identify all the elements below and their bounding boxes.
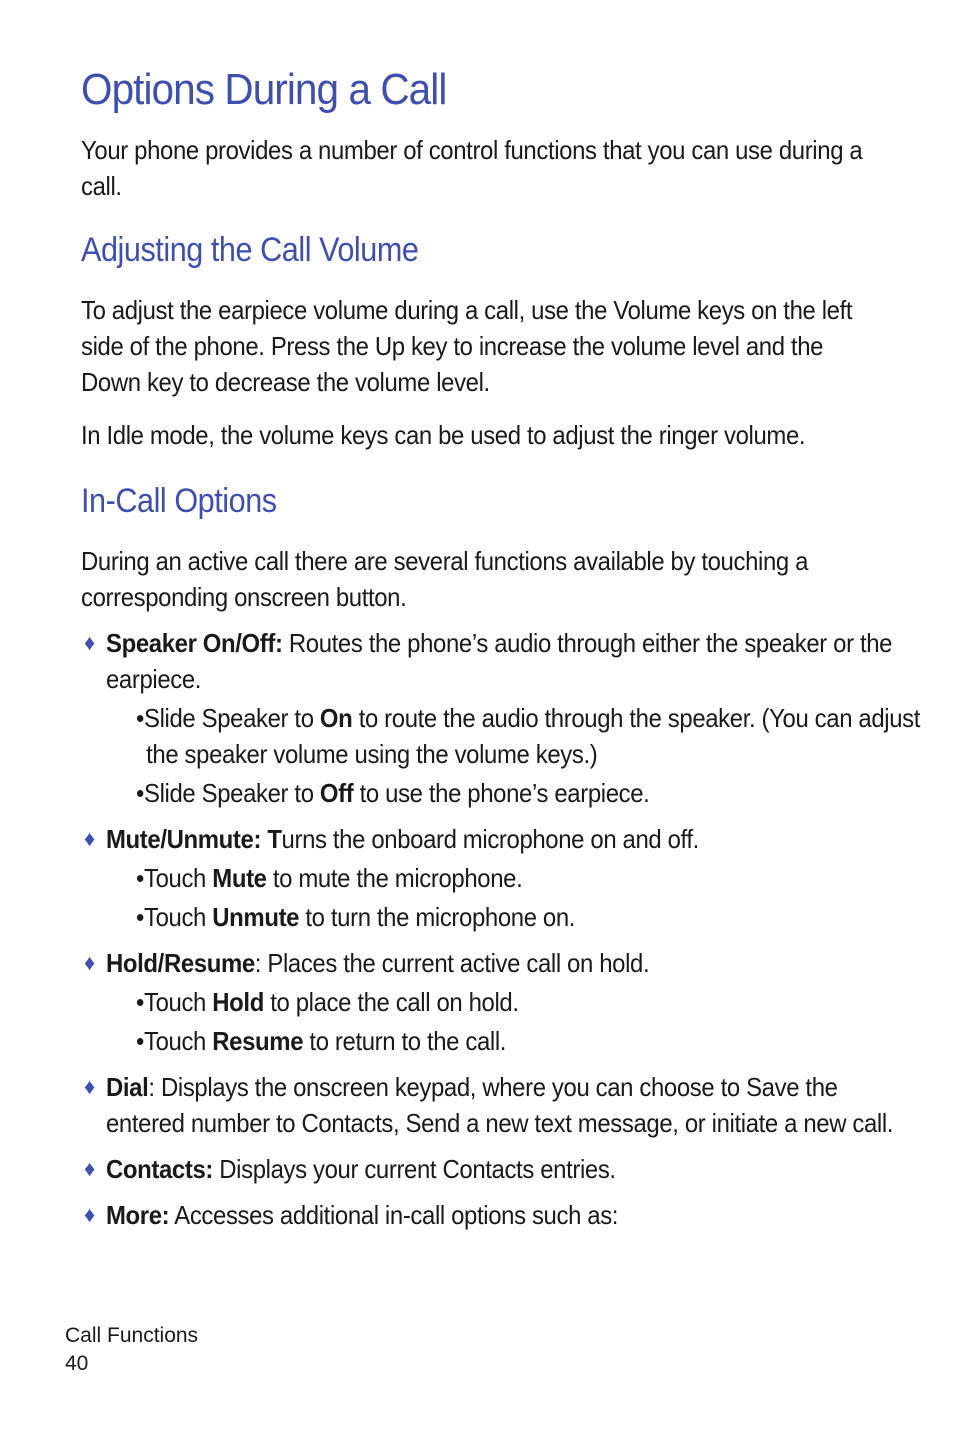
sub-resume <box>81 1023 954 1059</box>
mute-label: Mute/Unmute: T <box>106 824 282 854</box>
footer-section-name: Call Functions <box>65 1324 199 1347</box>
sub-speaker-on <box>81 700 954 772</box>
sub-text-pre: •Slide Speaker to <box>136 703 320 733</box>
sub-mute <box>81 860 954 896</box>
in-call-intro-paragraph: During an active call there are several functions available by touching a corresponding onscreen button. <box>81 546 809 612</box>
contacts-description: Displays your current Contacts entries. <box>212 1154 616 1184</box>
speaker-text <box>106 625 911 697</box>
speaker-description: Routes the phone’s audio through either the speaker or the earpiece. <box>106 628 893 694</box>
sub-text-pre: •Touch <box>136 902 213 932</box>
call-volume-paragraph: To adjust the earpiece volume during a call, use the Volume keys on the left side of the phone. Press the Up key to increase the volume level and the Down key to decrease the volume level. <box>81 295 853 397</box>
sub-text-bold: Off <box>319 778 354 808</box>
sub-text-post: to use the phone’s earpiece. <box>353 778 650 808</box>
sub-text-pre: •Slide Speaker to <box>136 778 320 808</box>
bullet-more <box>81 1197 954 1233</box>
diamond-bullet-icon: ♦ <box>84 1074 96 1099</box>
dial-label: Dial <box>106 1072 149 1102</box>
sub-speaker-off <box>81 775 954 811</box>
more-description: Accesses additional in-call options such as: <box>169 1200 619 1230</box>
sub-text-post: to route the audio through the speaker. (You can adjust the speaker volume using the volume keys.) <box>146 703 921 769</box>
contacts-label: Contacts: <box>106 1154 213 1184</box>
page-title: Options During a Call <box>81 65 447 114</box>
mute-text <box>106 821 911 857</box>
diamond-bullet-icon: ♦ <box>84 826 96 851</box>
hold-description: : Places the current active call on hold. <box>254 948 650 978</box>
bullet-speaker <box>81 625 954 697</box>
sub-text-pre: •Touch <box>136 863 213 893</box>
sub-hold <box>81 984 954 1020</box>
sub-text-post: to return to the call. <box>303 1026 507 1056</box>
dial-text <box>106 1069 911 1141</box>
sub-text-bold: On <box>319 703 353 733</box>
bullet-hold <box>81 945 954 981</box>
dial-description: : Displays the onscreen keypad, where you can choose to Save the entered number to Contacts, Send a new text message, or initiate a new call. <box>106 1072 894 1138</box>
footer-page-number: 40 <box>65 1352 89 1375</box>
heading-in-call-options: In-Call Options <box>81 482 277 520</box>
sub-text-post: to place the call on hold. <box>263 987 519 1017</box>
bullet-mute <box>81 821 954 857</box>
hold-label: Hold/Resume <box>106 948 255 978</box>
heading-call-volume: Adjusting the Call Volume <box>81 231 419 269</box>
sub-text-bold: Hold <box>212 987 264 1017</box>
sub-text-post: to turn the microphone on. <box>299 902 576 932</box>
hold-text <box>106 945 911 981</box>
diamond-bullet-icon: ♦ <box>84 630 96 655</box>
sub-text-post: to mute the microphone. <box>266 863 523 893</box>
sub-text-bold: Unmute <box>212 902 300 932</box>
more-label: More: <box>106 1200 170 1230</box>
mute-description: urns the onboard microphone on and off. <box>281 824 699 854</box>
sub-unmute <box>81 899 954 935</box>
sub-text-pre: •Touch <box>136 1026 213 1056</box>
bullet-dial <box>81 1069 954 1141</box>
diamond-bullet-icon: ♦ <box>84 1156 96 1181</box>
intro-paragraph: Your phone provides a number of control functions that you can use during a call. <box>81 135 863 201</box>
bullet-contacts <box>81 1151 954 1187</box>
contacts-text <box>106 1151 911 1187</box>
idle-mode-paragraph: In Idle mode, the volume keys can be used to adjust the ringer volume. <box>81 420 806 450</box>
page-content <box>81 60 921 1233</box>
sub-text-bold: Resume <box>212 1026 304 1056</box>
more-text <box>106 1197 911 1233</box>
diamond-bullet-icon: ♦ <box>84 950 96 975</box>
sub-text-bold: Mute <box>212 863 267 893</box>
diamond-bullet-icon: ♦ <box>84 1202 96 1227</box>
speaker-label: Speaker On/Off: <box>106 628 283 658</box>
sub-text-pre: •Touch <box>136 987 213 1017</box>
page-footer <box>65 1322 198 1378</box>
